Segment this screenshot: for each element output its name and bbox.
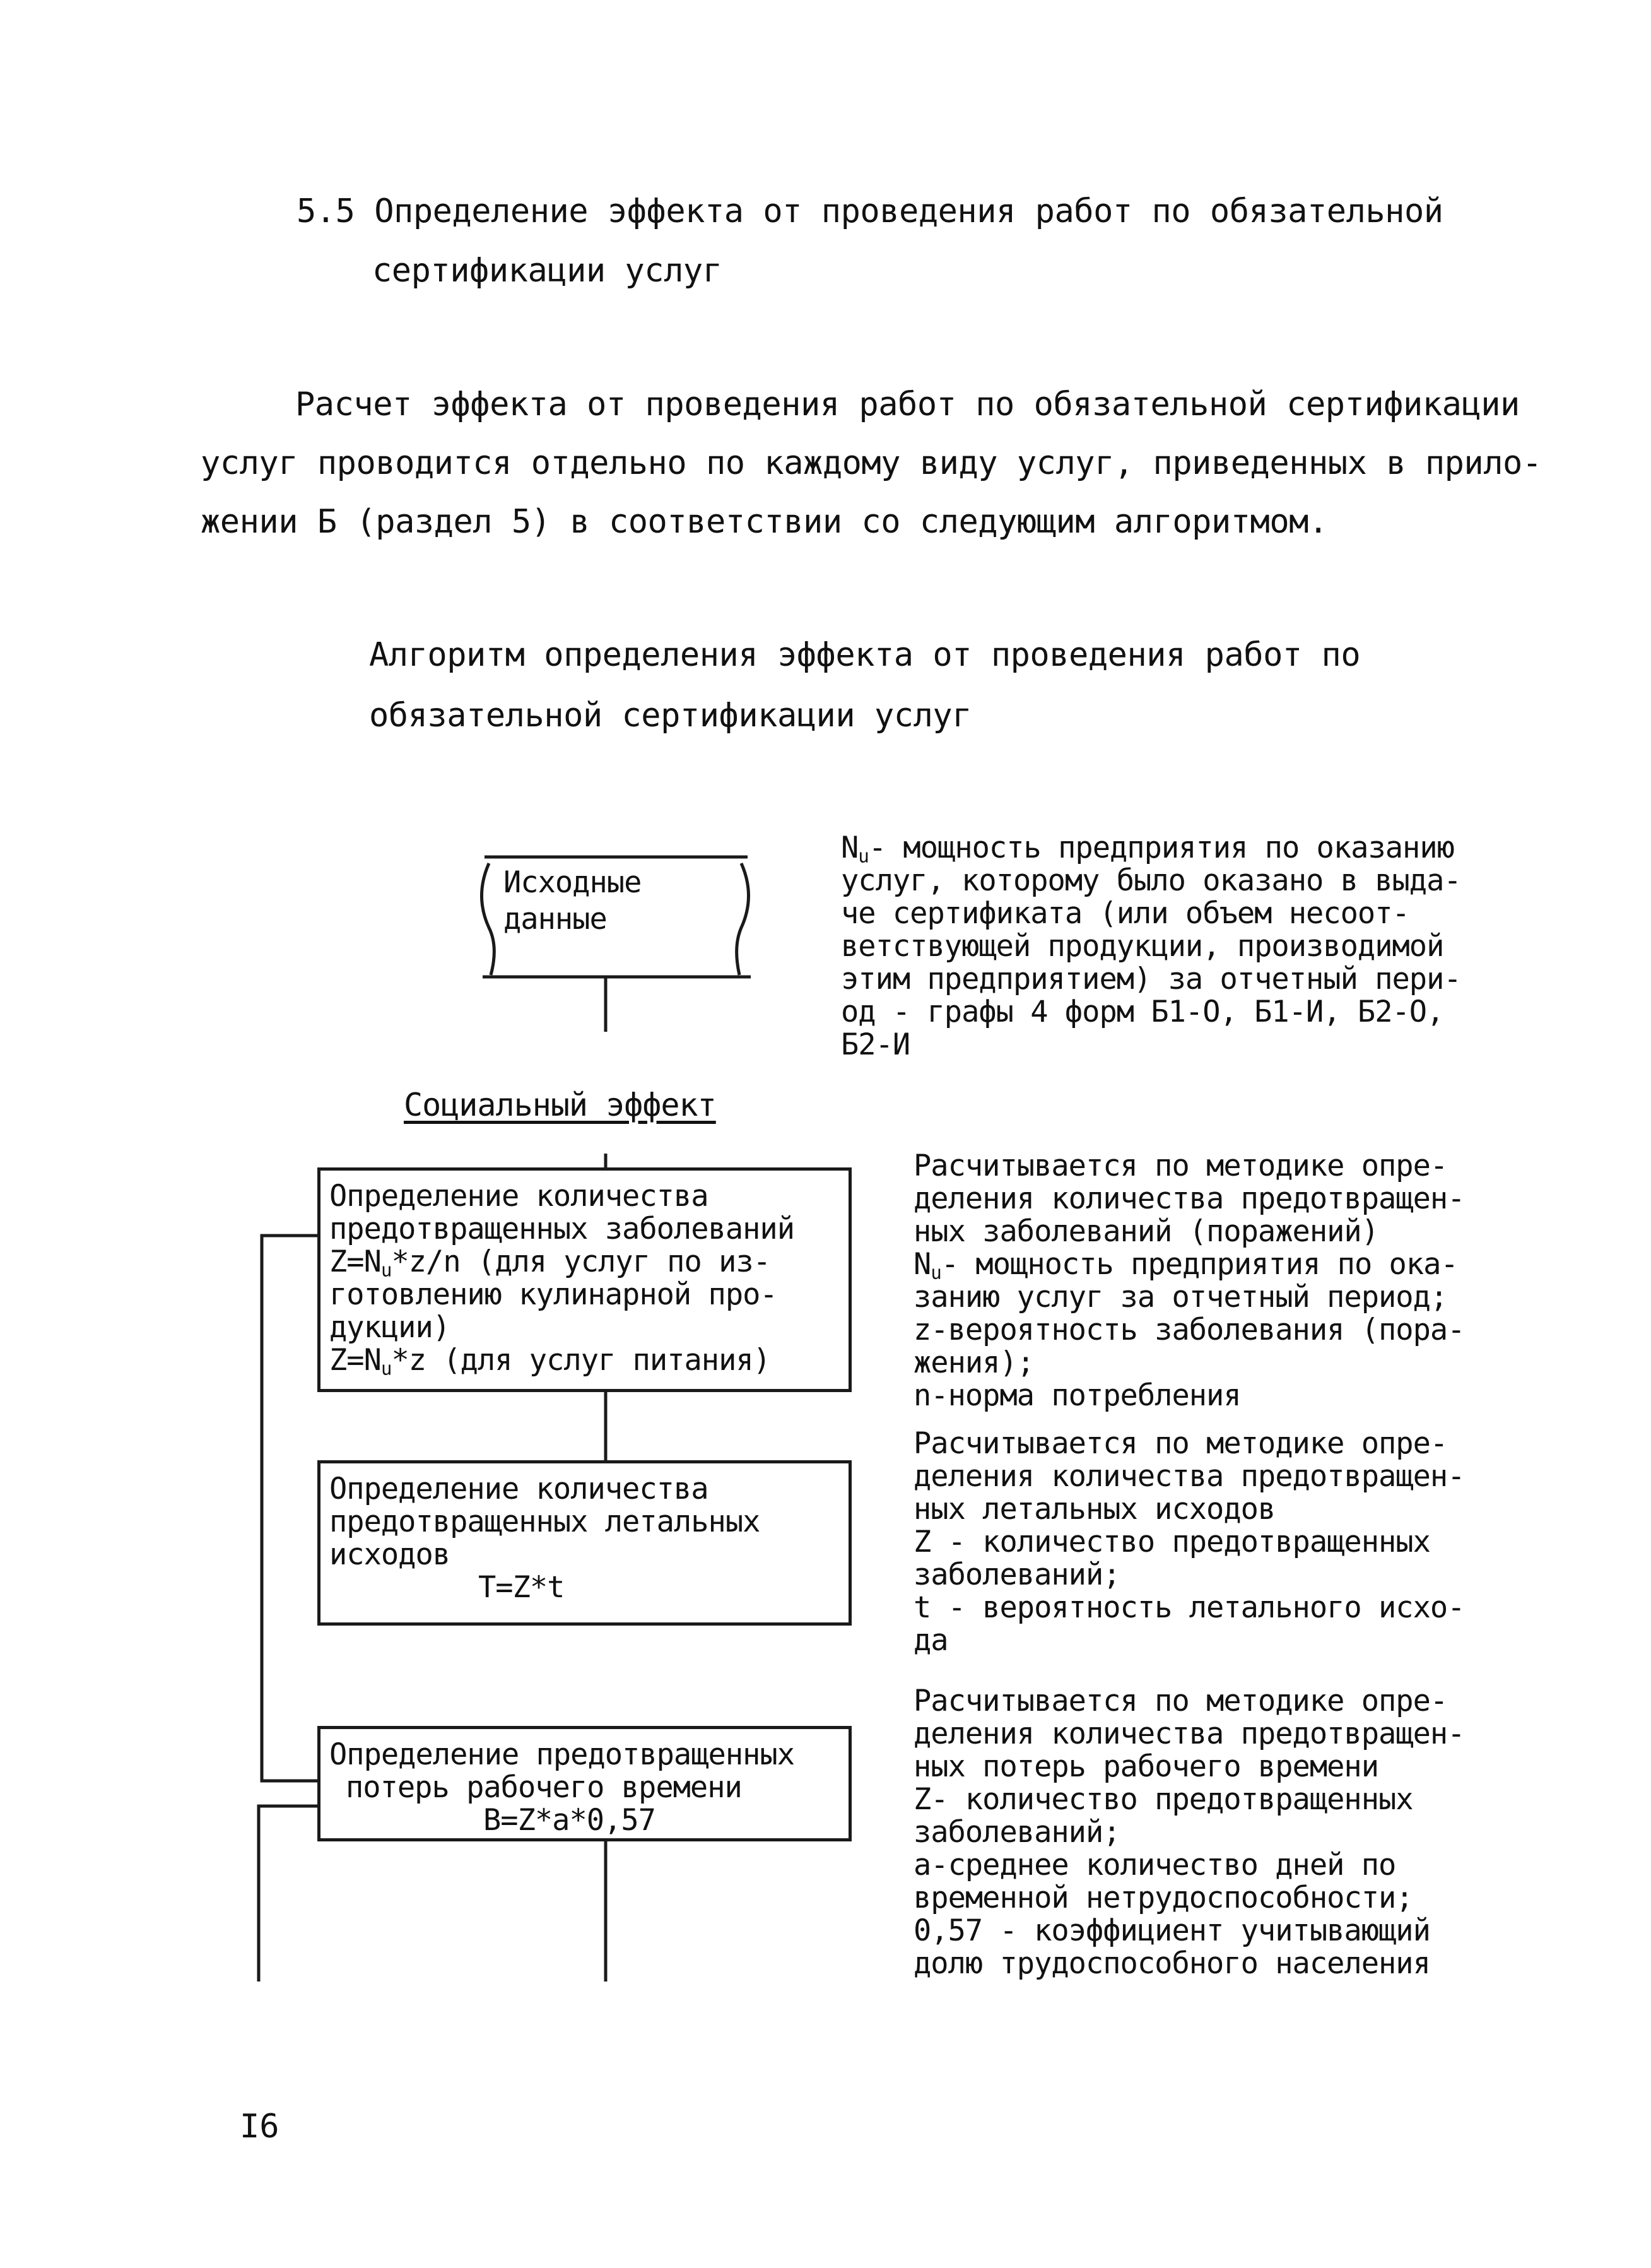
note-box1-line4 [914,1247,1525,1284]
section-title-line2: сертификации услуг [372,252,722,290]
box1-formula1-pre: Z=N [329,1244,381,1279]
note-box2-line6: t - вероятность летального исхо- [914,1590,1465,1625]
note-box3-line9: долю трудоспособного населения [914,1946,1430,1981]
note-box3-line2: деления количества предотвращен- [914,1716,1465,1751]
note-input-line6: од - графы 4 форм Б1-О, Б1-И, Б2-О, [841,995,1444,1029]
box1-formula1-post: *z/n (для услуг по из- [391,1244,770,1279]
box2-text [329,1473,760,1604]
box1-formula2-post: *z (для услуг питания) [391,1343,770,1378]
note-box2-line5: заболеваний; [914,1557,1120,1592]
section-title-line1: Определение эффекта от проведения работ по обязательной [374,192,1443,230]
box1-formula2-pre: Z=N [329,1343,381,1378]
social-effect-label: Социальный эффект [404,1087,716,1123]
note-box3 [914,1685,1525,1980]
input-block-left-brace [482,863,495,975]
note-input-line2: услуг, которому было оказано в выда- [841,863,1461,898]
box1-line1: Определение количества [329,1179,708,1214]
intro-line3: жении Б (раздел 5) в соответствии со следующим алгоритмом. [201,503,1328,541]
note-box3-line5: заболеваний; [914,1815,1120,1850]
note-box2 [914,1427,1525,1657]
note-box1-line5: занию услуг за отчетный период; [914,1280,1448,1314]
note-input-sub: u [858,845,869,867]
box2-line1: Определение количества [329,1472,708,1506]
note-box2-line7: да [914,1623,948,1658]
note-box3-line1: Расчитывается по методике опре- [914,1684,1448,1718]
note-box1-line8: n-норма потребления [914,1378,1241,1413]
note-box1-line7: жения); [914,1345,1035,1380]
note-box3-line6: а-среднее количество дней по [914,1848,1396,1882]
algorithm-title-line2: обязательной сертификации услуг [369,697,972,735]
note-box1-sub: u [931,1261,941,1284]
note-box1-rest: - мощность предприятия по ока- [941,1247,1458,1282]
loop-line-inner [259,1806,319,1982]
box2-formula: T=Z*t [478,1570,565,1605]
note-box1-line6: z-вероятность заболевания (пора- [914,1313,1465,1347]
note-box2-line4: Z - количество предотвращенных [914,1525,1430,1559]
box3-line2: потерь рабочего времени [346,1770,742,1805]
note-box2-line2: деления количества предотвращен- [914,1459,1465,1494]
box1-formula1-sub: u [380,1259,392,1281]
box3-line1: Определение предотвращенных [329,1737,795,1772]
note-box1-line2: деления количества предотвращен- [914,1181,1465,1216]
note-input-sym: N [841,830,859,865]
box3-formula: B=Z*a*0,57 [483,1803,655,1838]
box2-line2: предотвращенных летальных [329,1504,760,1539]
box1-text [329,1180,794,1377]
note-input-line5: этим предприятием) за отчетный пери- [841,962,1461,996]
intro-line2: услуг проводится отдельно по каждому виду услуг, приведенных в прило- [201,444,1542,482]
box1-line2: предотвращенных заболеваний [329,1212,795,1246]
box1-formula2 [329,1344,794,1377]
box1-formula2-sub: u [380,1357,392,1379]
loop-line-outer [262,1236,319,1781]
note-input-rest: - мощность предприятия по оказанию [868,830,1454,865]
input-data-block [503,865,641,938]
box1-formula1 [329,1246,794,1279]
input-data-line2: данные [503,902,607,936]
section-number: 5.5 [297,192,355,230]
note-box3-line8: 0,57 - коэффициент учитывающий [914,1913,1430,1948]
box3-text [329,1739,794,1837]
note-box1-line1: Расчитывается по методике опре- [914,1149,1448,1183]
note-box2-line1: Расчитывается по методике опре- [914,1426,1448,1461]
note-box3-line7: временной нетрудоспособности; [914,1881,1413,1915]
input-data-line1: Исходные [503,865,642,900]
note-input-data [841,832,1525,1061]
note-input-line3: че сертификата (или объем несоот- [841,896,1409,931]
input-block-right-brace [737,863,749,975]
note-box3-line4: Z- количество предотвращенных [914,1782,1413,1817]
note-box1-sym: N [914,1247,931,1282]
note-input-line7: Б2-И [841,1027,910,1062]
note-box1-line3: ных заболеваний (поражений) [914,1214,1379,1249]
box1-line5: дукции) [329,1310,450,1345]
intro-line1: Расчет эффекта от проведения работ по обязательной сертификации [295,386,1520,423]
note-box3-line3: ных потерь рабочего времени [914,1749,1379,1784]
note-input-line4: ветствующей продукции, производимой [841,929,1444,964]
note-box2-line3: ных летальных исходов [914,1492,1276,1527]
page-number: I6 [240,2108,279,2146]
note-box1 [914,1150,1525,1412]
box2-line3: исходов [329,1537,450,1572]
box1-line4: готовлению кулинарной про- [329,1277,777,1312]
note-input-line1 [841,832,1525,865]
algorithm-title-line1: Алгоритм определения эффекта от проведения работ по [369,636,1361,674]
